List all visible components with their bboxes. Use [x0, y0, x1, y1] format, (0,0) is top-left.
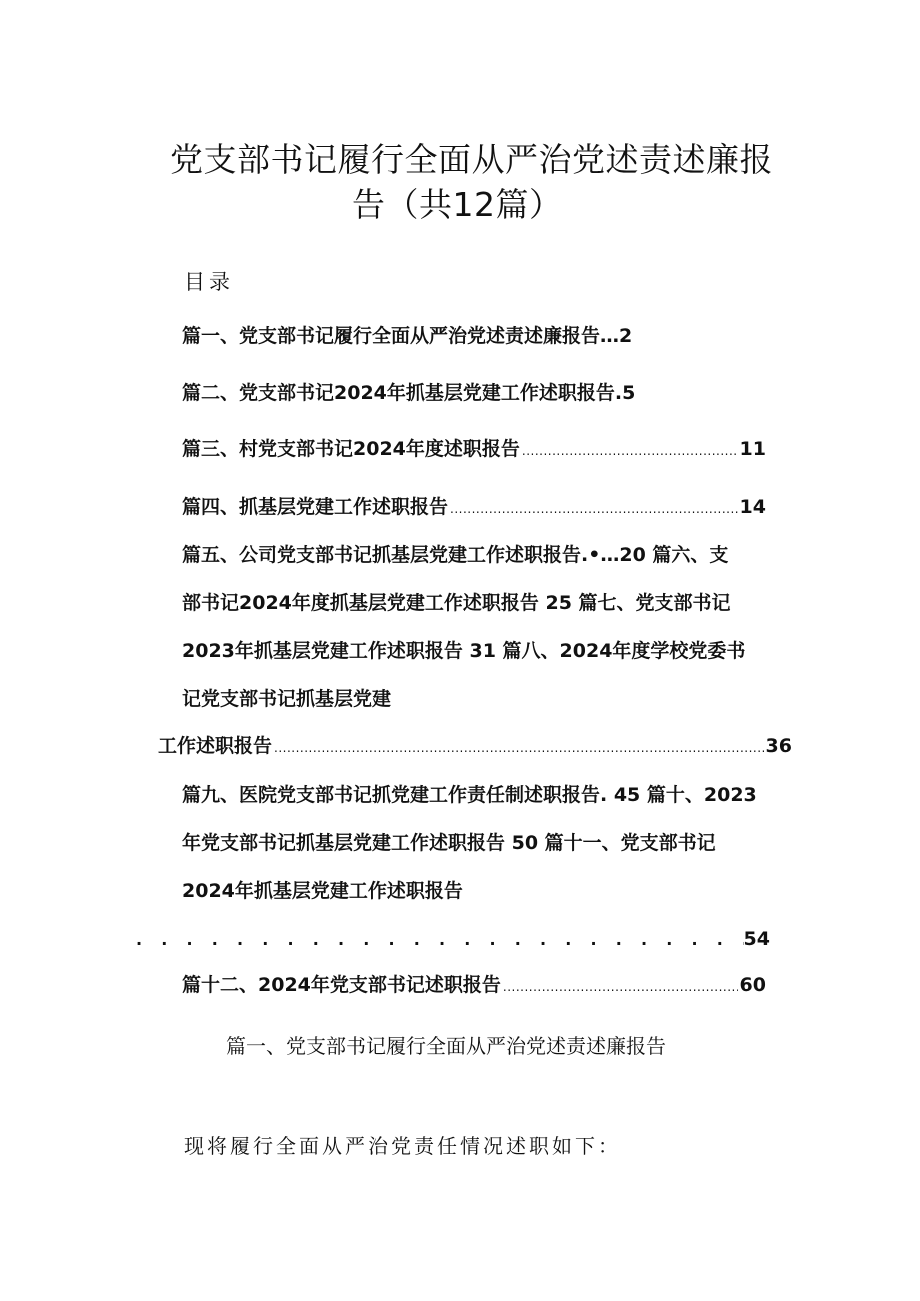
toc-paragraph-5-line-2: 部书记2024年度抓基层党建工作述职报告 25 篇七、党支部书记: [182, 592, 731, 614]
toc-leader-dots: [274, 735, 764, 761]
toc-paragraph-9-line-1: 篇九、医院党支部书记抓党建工作责任制述职报告. 45 篇十、2023: [182, 784, 757, 806]
toc-item-12[interactable]: [182, 972, 766, 1000]
toc-item-2[interactable]: 篇二、党支部书记2024年抓基层党建工作述职报告.5: [182, 382, 636, 404]
toc-item-3[interactable]: [182, 436, 766, 464]
section-heading: 篇一、党支部书记履行全面从严治党述责述廉报告: [226, 1034, 666, 1058]
toc-leader-dots: [522, 438, 738, 464]
toc-item-12-text: 篇十二、2024年党支部书记述职报告: [182, 974, 501, 996]
toc-paragraph-5-line-1: 篇五、公司党支部书记抓基层党建工作述职报告.•…20 篇六、支: [182, 544, 729, 566]
toc-item-4-page: 14: [739, 496, 766, 518]
toc-item-8-page: 36: [765, 735, 792, 757]
body-paragraph: 现将履行全面从严治党责任情况述职如下：: [184, 1134, 621, 1158]
toc-item-4[interactable]: [182, 494, 766, 522]
toc-paragraph-5-line-4: 记党支部书记抓基层党建: [182, 688, 392, 710]
toc-leader-dots: [503, 974, 738, 1000]
toc-leader-dots: [136, 927, 744, 953]
toc-paragraph-9-line-3: 2024年抓基层党建工作述职报告: [182, 880, 463, 902]
toc-paragraph-9-line-2: 年党支部书记抓基层党建工作述职报告 50 篇十一、党支部书记: [182, 832, 716, 854]
document-title-line2: 告（共12篇）: [352, 185, 563, 224]
toc-item-11-page: 54: [743, 928, 770, 950]
toc-heading: 目录: [184, 270, 234, 294]
toc-item-3-text: 篇三、村党支部书记2024年度述职报告: [182, 438, 520, 460]
toc-item-3-page: 11: [739, 438, 766, 460]
toc-item-12-page: 60: [739, 974, 766, 996]
toc-item-8-tail[interactable]: [158, 733, 792, 761]
document-title-line1: 党支部书记履行全面从严治党述责述廉报: [170, 140, 773, 179]
toc-item-11-tail[interactable]: [136, 926, 770, 953]
toc-paragraph-5-line-3: 2023年抓基层党建工作述职报告 31 篇八、2024年度学校党委书: [182, 640, 746, 662]
toc-item-8-text: 工作述职报告: [158, 735, 273, 757]
toc-leader-dots: [450, 496, 738, 522]
toc-item-1[interactable]: 篇一、党支部书记履行全面从严治党述责述廉报告…2: [182, 325, 633, 347]
toc-item-4-text: 篇四、抓基层党建工作述职报告: [182, 496, 449, 518]
